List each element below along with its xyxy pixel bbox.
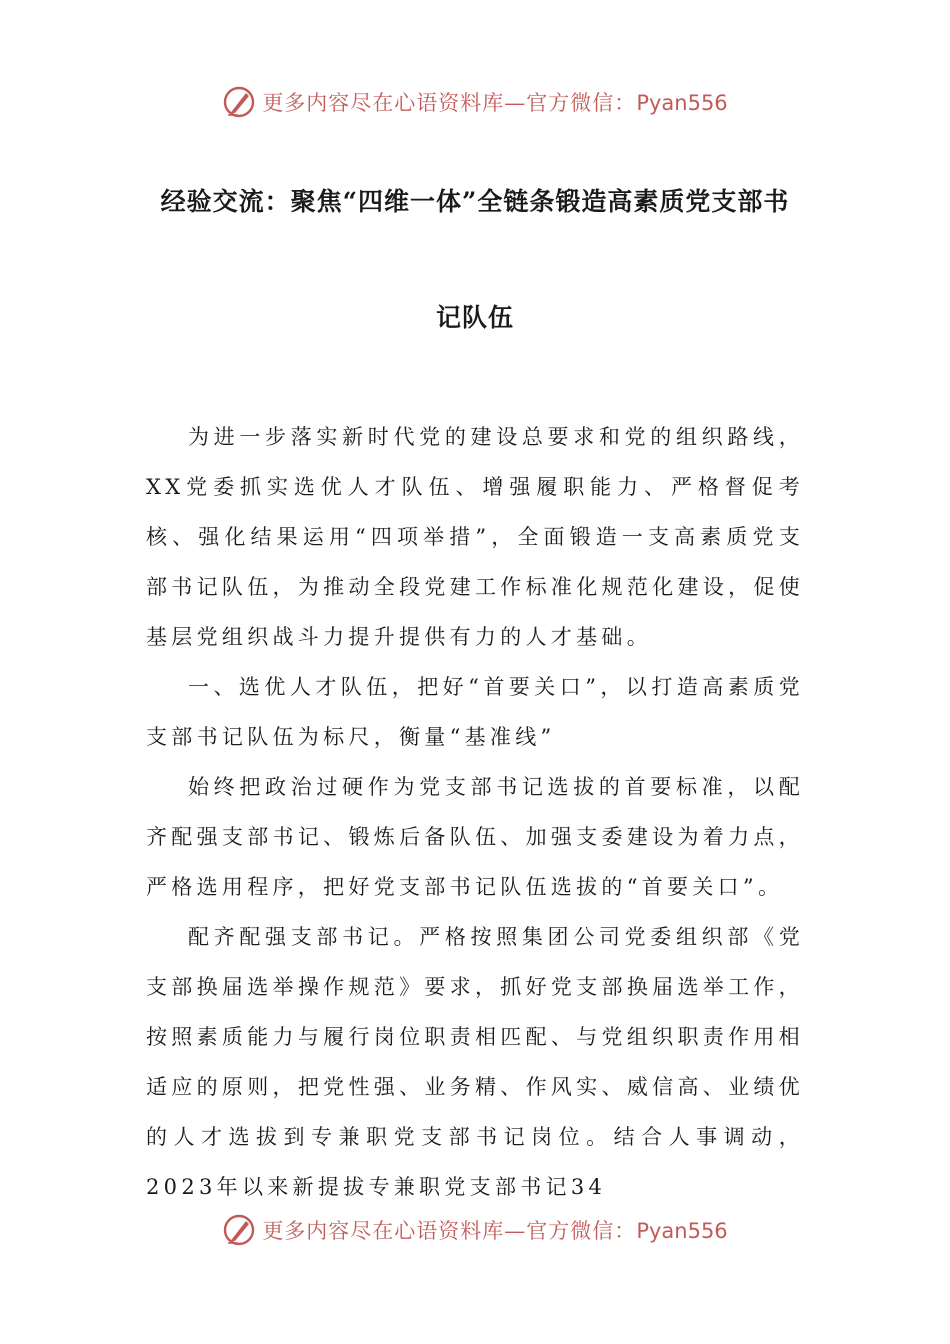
document-title-line-1: 经验交流：聚焦“四维一体”全链条锻造高素质党支部书 (160, 187, 790, 216)
watermark-wechat-id: Pyan556 (636, 1219, 728, 1243)
pen-logo-icon (222, 1213, 256, 1247)
watermark-banner-top (0, 80, 950, 124)
watermark-text-cn: 更多内容尽在心语资料库—官方微信： (262, 91, 637, 115)
section-heading-1: 一、选优人才队伍，把好“首要关口”，以打造高素质党支部书记队伍为标尺，衡量“基准线” (146, 675, 804, 749)
document-body (146, 412, 804, 1212)
paragraph-branch-secretaries: 配齐配强支部书记。严格按照集团公司党委组织部《党支部换届选举操作规范》要求，抓好党支部换届选举工作，按照素质能力与履行岗位职责相匹配、与党组织职责作用相适应的原则，把党性强、业务精、作风实、威信高、业绩优的人才选拔到专兼职党支部书记岗位。结合人事调动，2023年以来新提拔专兼职党支部书记34 (146, 925, 804, 1199)
paragraph-intro: 为进一步落实新时代党的建设总要求和党的组织路线，XX党委抓实选优人才队伍、增强履职能力、严格督促考核、强化结果运用“四项举措”，全面锻造一支高素质党支部书记队伍，为推动全段党建工作标准化规范化建设，促使基层党组织战斗力提升提供有力的人才基础。 (146, 425, 804, 649)
watermark-text-cn: 更多内容尽在心语资料库—官方微信： (262, 1219, 637, 1243)
document-title-line-2: 记队伍 (435, 303, 514, 332)
watermark-text (262, 87, 727, 117)
watermark-text (262, 1215, 727, 1245)
watermark-banner-bottom (0, 1208, 950, 1252)
paragraph-selection-standard: 始终把政治过硬作为党支部书记选拔的首要标准，以配齐配强支部书记、锻炼后备队伍、加强支委建设为着力点，严格选用程序，把好党支部书记队伍选拔的“首要关口”。 (146, 775, 804, 899)
watermark-wechat-id: Pyan556 (636, 91, 728, 115)
pen-logo-icon (222, 85, 256, 119)
